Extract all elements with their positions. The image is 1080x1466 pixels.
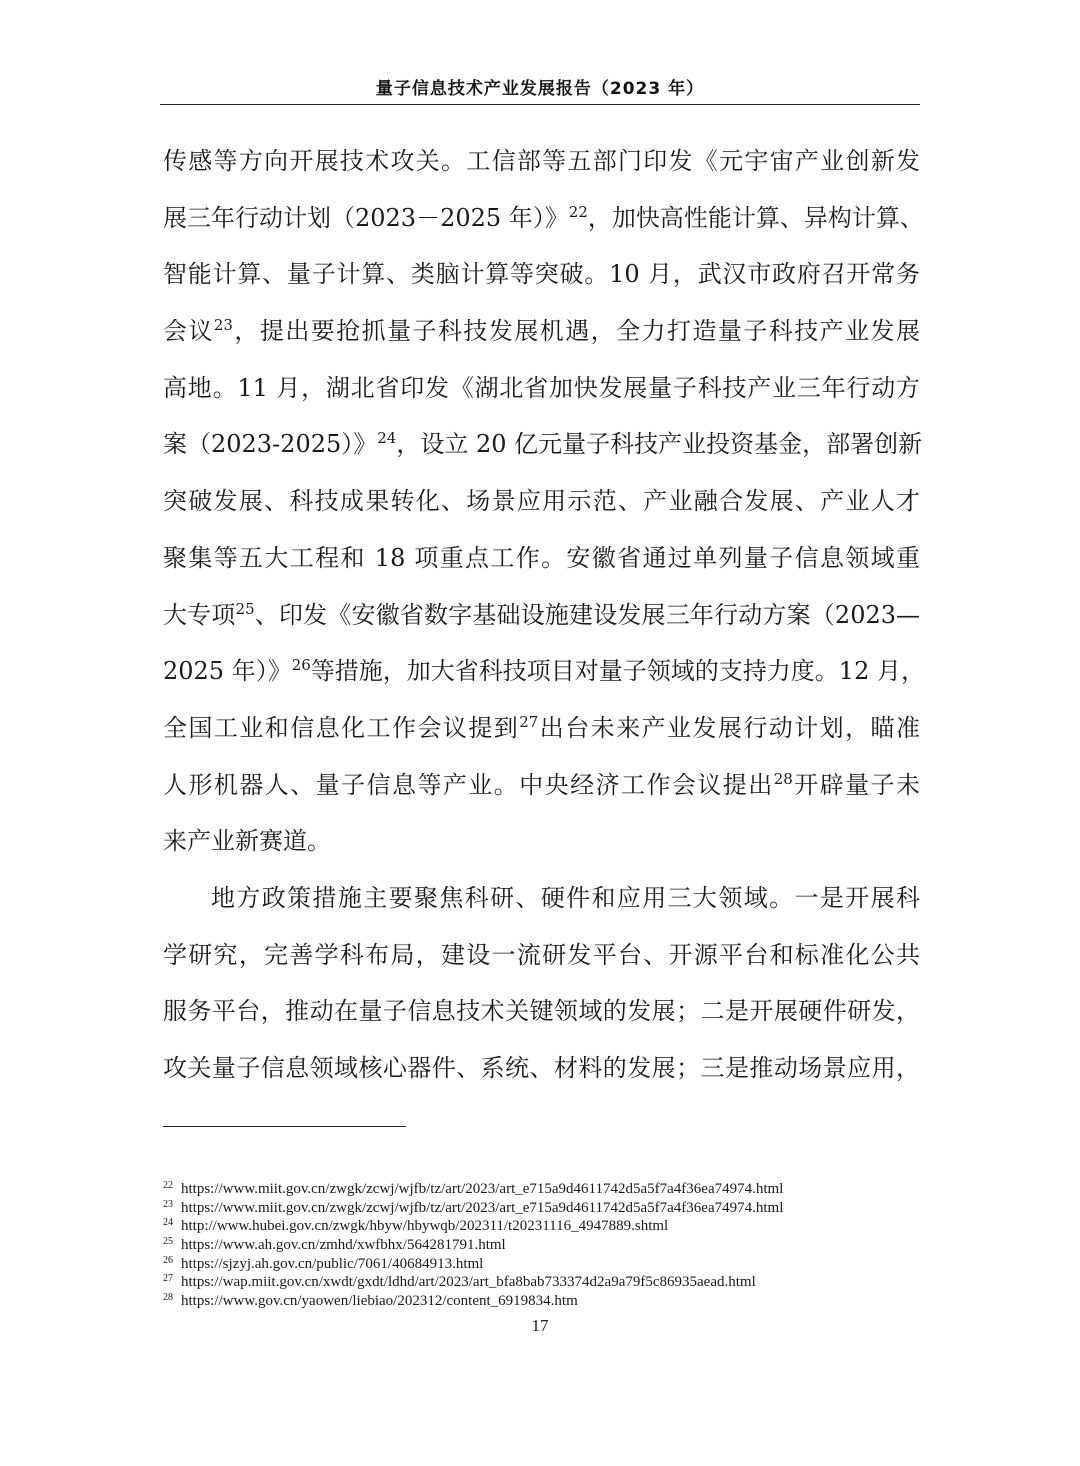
body-line: 突破发展、科技成果转化、场景应用示范、产业融合发展、产业人才	[163, 487, 920, 516]
footnote-item: 25 https://www.ah.gov.cn/zmhd/xwfbhx/564281791.html	[163, 1236, 506, 1254]
footnote-item: 22 https://www.miit.gov.cn/zwgk/zcwj/wjfb/tz/art/2023/art_e715a9d4611742d5a5f7a4f36ea74974.html	[163, 1180, 784, 1197]
body-line: 案（2023-2025）》$^{24}$，设立 20 亿元量子科技产业投资基金，部署创新	[163, 429, 923, 459]
footnote-link[interactable]: https://www.ah.gov.cn/zmhd/xwfbhx/564281791.html	[181, 1237, 506, 1254]
footnote-link[interactable]: https://www.miit.gov.cn/zwgk/zcwj/wjfb/tz/art/2023/art_e715a9d4611742d5a5f7a4f36ea74974.html	[181, 1181, 784, 1197]
body-line: 传感等方向开展技术攻关。工信部等五部门印发《元宇宙产业创新发	[163, 147, 920, 175]
footnote-divider	[163, 1126, 406, 1127]
footnotes	[163, 1180, 923, 1311]
body-line: 人形机器人、量子信息等产业。中央经济工作会议提出$^{28}$开辟量子未	[163, 769, 921, 799]
footnote-link[interactable]: https://sjzyj.ah.gov.cn/public/7061/40684913.html	[181, 1255, 484, 1272]
footnote-item: 24 http://www.hubei.gov.cn/zwgk/hbyw/hbywqb/202311/t20231116_4947889.shtml	[163, 1217, 669, 1235]
footnote-ref[interactable]: 25	[235, 599, 255, 618]
page-header-title: 量子信息技术产业发展报告（2023 年）	[375, 79, 705, 99]
footnote-item: 27 https://wap.miit.gov.cn/xwdt/gxdt/ldhd/art/2023/art_bfa8bab733374d2a9a79f5c86935aead.html	[163, 1273, 756, 1291]
body-line: 智能计算、量子计算、类脑计算等突破。10 月，武汉市政府召开常务	[163, 260, 920, 289]
footnote-link[interactable]: https://www.gov.cn/yaowen/liebiao/202312/content_6919834.htm	[181, 1293, 578, 1310]
body-line: 会议$^{23}$，提出要抢抓量子科技发展机遇，全力打造量子科技产业发展	[163, 316, 920, 346]
footnote-ref[interactable]: 22	[568, 202, 588, 221]
body-line: 聚集等五大工程和 18 项重点工作。安徽省通过单列量子信息领域重	[163, 543, 920, 572]
body-line: 地方政策措施主要聚焦科研、硬件和应用三大领域。一是开展科	[211, 883, 920, 912]
footnote-ref[interactable]: 23	[213, 316, 233, 335]
body-line: 服务平台，推动在量子信息技术关键领域的发展；二是开展硬件研发，	[163, 997, 920, 1026]
body-line: 攻关量子信息领域核心器件、系统、材料的发展；三是推动场景应用，	[163, 1054, 920, 1082]
footnote-ref[interactable]: 28	[773, 769, 793, 788]
footnote-item: 23 https://www.miit.gov.cn/zwgk/zcwj/wjfb/tz/art/2023/art_e715a9d4611742d5a5f7a4f36ea74974.html	[163, 1198, 784, 1216]
body-line: 2025 年）》$^{26}$等措施，加大省科技项目对量子领域的支持力度。12 月，	[163, 656, 925, 686]
page-number: 17	[531, 1316, 549, 1335]
header-divider	[160, 104, 920, 105]
footnote-item: 28 https://www.gov.cn/yaowen/liebiao/202312/content_6919834.htm	[163, 1292, 578, 1310]
footnote-ref[interactable]: 27	[519, 712, 539, 731]
footnote-ref[interactable]: 24	[377, 429, 397, 448]
body-line: 学研究，完善学科布局，建设一流研发平台、开源平台和标准化公共	[163, 940, 920, 969]
footnote-link[interactable]: https://www.miit.gov.cn/zwgk/zcwj/wjfb/tz/art/2023/art_e715a9d4611742d5a5f7a4f36ea74974.html	[181, 1199, 784, 1216]
footnote-ref[interactable]: 26	[291, 656, 311, 675]
footnote-link[interactable]: https://wap.miit.gov.cn/xwdt/gxdt/ldhd/art/2023/art_bfa8bab733374d2a9a79f5c86935aead.html	[181, 1274, 756, 1291]
footnote-item: 26 https://sjzyj.ah.gov.cn/public/7061/40684913.html	[163, 1254, 484, 1272]
body-line: 全国工业和信息化工作会议提到$^{27}$出台未来产业发展行动计划，瞄准	[163, 712, 921, 742]
body-line: 来产业新赛道。	[163, 827, 331, 856]
body-line: 高地。11 月，湖北省印发《湖北省加快发展量子科技产业三年行动方	[163, 373, 920, 402]
footnote-link[interactable]: http://www.hubei.gov.cn/zwgk/hbyw/hbywqb/202311/t20231116_4947889.shtml	[181, 1218, 669, 1235]
body-text	[163, 133, 925, 1097]
body-line: 展三年行动计划（2023－2025 年）》$^{22}$，加快高性能计算、异构计算、	[163, 202, 924, 232]
body-line: 大专项$^{25}$、印发《安徽省数字基础设施建设发展三年行动方案（2023—	[163, 599, 921, 629]
